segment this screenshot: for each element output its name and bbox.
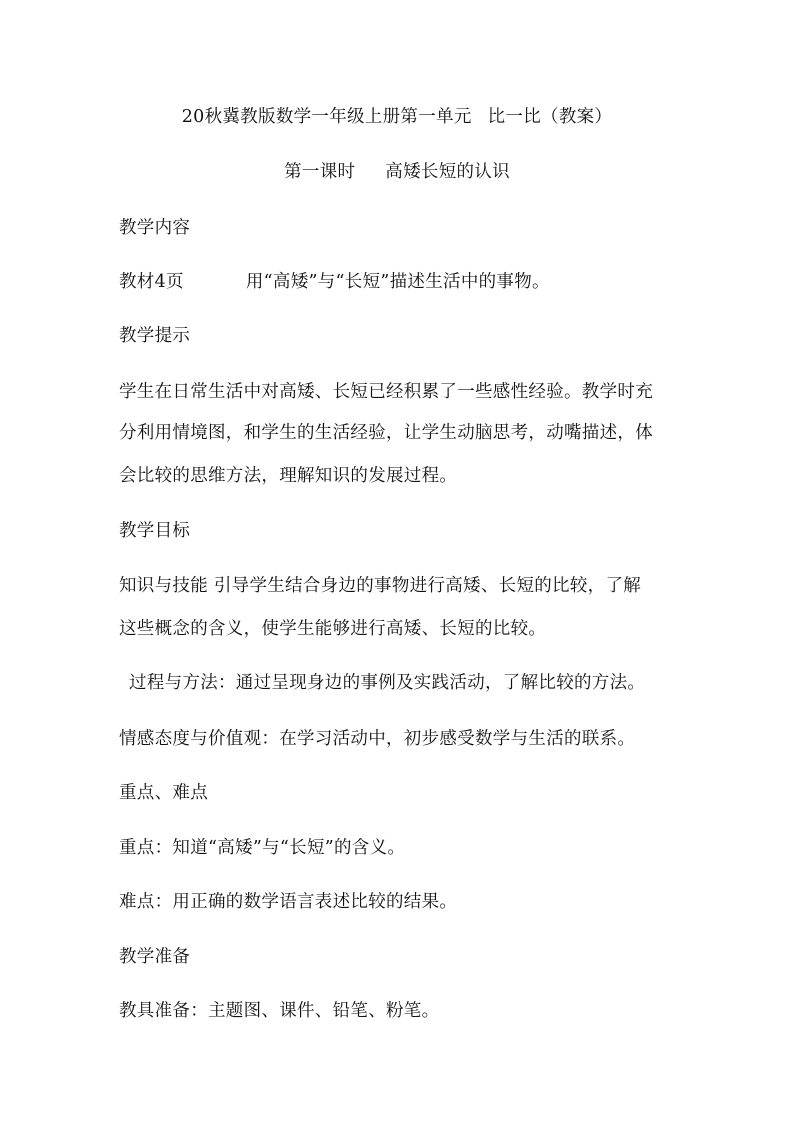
document-title [0,105,794,129]
teaching-content-line [119,270,550,294]
heading-key-difficult: 重点、难点 [119,783,208,803]
goals-line-3: 过程与方法：通过呈现身边的事例及实践活动，了解比较的方法。 [129,673,646,693]
difficult-point: 难点：用正确的数学语言表述比较的结果。 [119,892,458,912]
tips-paragraph-line-1: 学生在日常生活中对高矮、长短已经积累了一些感性经验。教学时充 [119,382,653,402]
title-prefix: 20 [181,107,205,127]
heading-teaching-content: 教学内容 [119,218,191,238]
subtitle-topic: 高矮长短的认识 [385,162,510,182]
goals-line-4: 情感态度与价值观：在学习活动中，初步感受数学与生活的联系。 [119,729,636,749]
heading-teaching-goals: 教学目标 [119,521,191,541]
teaching-content-text: 用“高矮”与“长短”描述生活中的事物。 [245,272,550,292]
textbook-page: 教材4页 [119,272,184,292]
title-suffix: 比一比（教案） [487,107,613,127]
title-main: 秋冀教版数学一年级上册第一单元 [204,107,472,127]
heading-teaching-tips: 教学提示 [119,326,191,346]
key-point: 重点：知道“高矮”与“长短”的含义。 [119,838,406,858]
goals-line-2: 这些概念的含义，使学生能够进行高矮、长短的比较。 [119,619,547,639]
tips-paragraph-line-2: 分利用情境图，和学生的生活经验，让学生动脑思考，动嘴描述，体 [119,423,653,443]
goals-line-1: 知识与技能 引导学生结合身边的事物进行高矮、长短的比较，了解 [119,576,642,596]
heading-teaching-preparation: 教学准备 [119,947,191,967]
document-subtitle [0,160,794,184]
subtitle-lesson: 第一课时 [284,162,356,182]
tips-paragraph-line-3: 会比较的思维方法，理解知识的发展过程。 [119,466,458,486]
preparation-text: 教具准备：主题图、课件、铅笔、粉笔。 [119,1001,440,1021]
